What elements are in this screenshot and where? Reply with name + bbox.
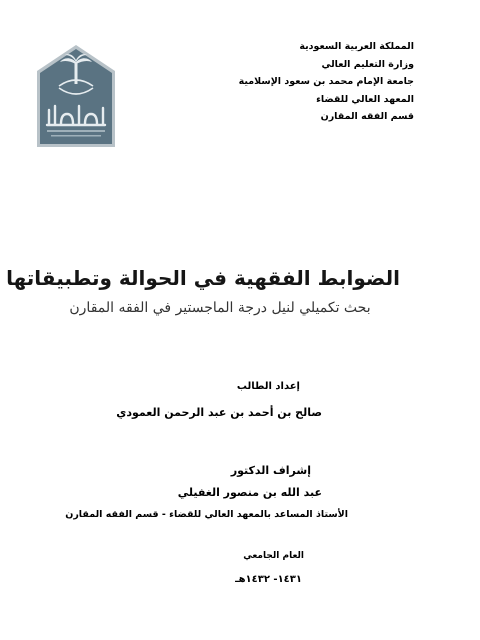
academic-year-label: العام الجامعي bbox=[243, 551, 304, 561]
student-name: صالح بن أحمد بن عبد الرحمن العمودي bbox=[116, 406, 322, 419]
university-logo-icon bbox=[35, 44, 117, 148]
header-line-country: المملكة العربية السعودية bbox=[299, 41, 414, 52]
header-line-university: جامعة الإمام محمد بن سعود الإسلامية bbox=[238, 76, 414, 88]
header-line-department: قسم الفقه المقارن bbox=[320, 111, 414, 123]
supervisor-name: عبد الله بن منصور الغفيلي bbox=[177, 486, 322, 499]
thesis-subtitle: بحث تكميلي لنيل درجة الماجستير في الفقه المقارن bbox=[69, 300, 371, 316]
student-label: إعداد الطالب bbox=[236, 381, 300, 392]
institution-header bbox=[204, 38, 414, 126]
thesis-title: الضوابط الفقهية في الحوالة وتطبيقاتها bbox=[6, 266, 400, 290]
supervisor-position: الأستاذ المساعد بالمعهد العالي للقضاء - قسم الفقه المقارن bbox=[65, 509, 348, 520]
header-line-institute: المعهد العالي للقضاء bbox=[316, 93, 414, 105]
academic-year-value: ١٤٣١- ١٤٣٢هـ bbox=[235, 574, 302, 585]
supervisor-label: إشراف الدكتور bbox=[230, 464, 311, 477]
header-line-ministry: وزارة التعليم العالي bbox=[321, 58, 414, 70]
